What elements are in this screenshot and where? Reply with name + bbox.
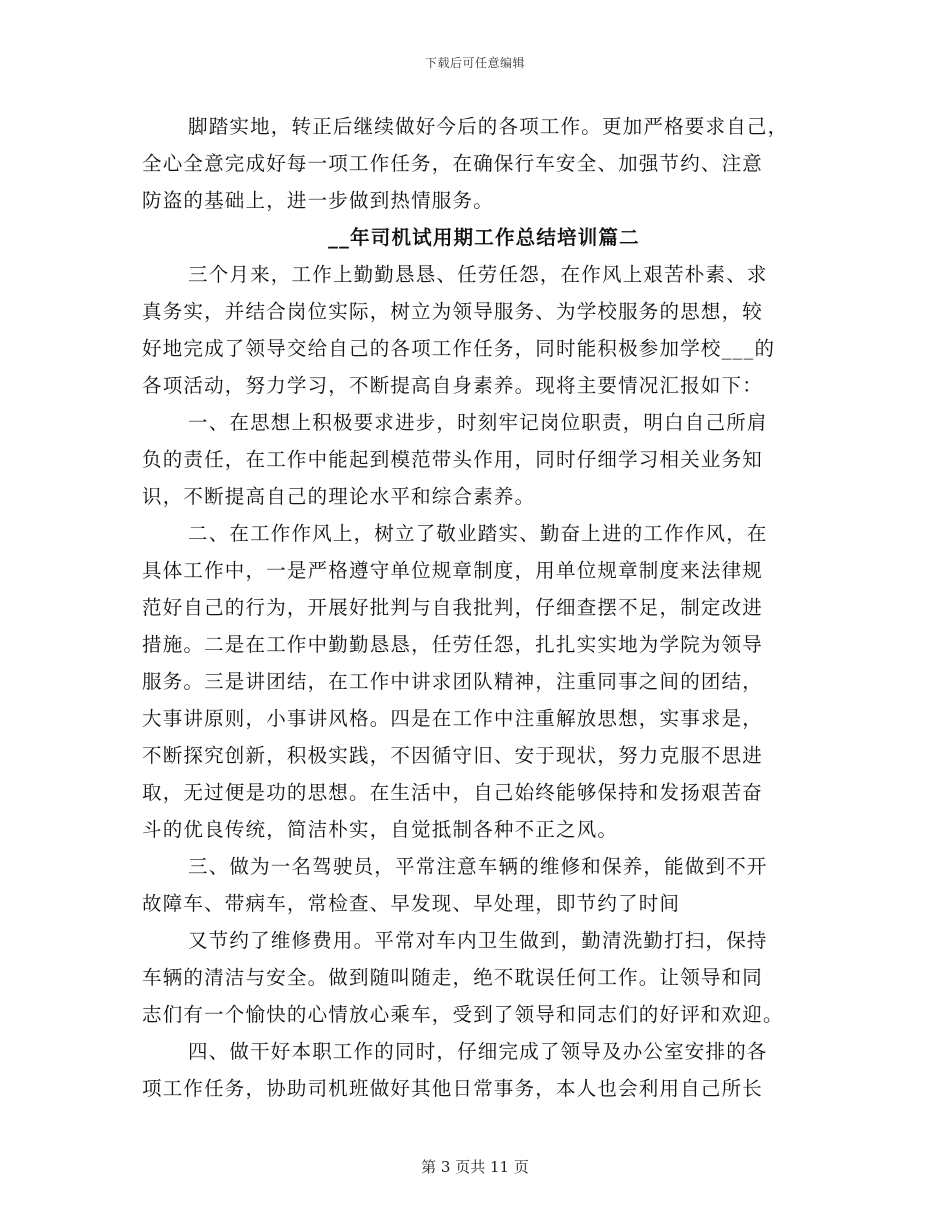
text-line: 三个月来，工作上勤勤恳恳、任劳任怨，在作风上艰苦朴素、求: [188, 263, 768, 286]
text-line: 大事讲原则，小事讲风格。四是在工作中注重解放思想，实事求是，: [142, 707, 764, 730]
text-line: 又节约了维修费用。平常对车内卫生做到，勤清洗勤打扫，保持: [188, 929, 768, 952]
section-heading: __年司机试用期工作总结培训篇二: [328, 226, 640, 249]
text-line: 真务实，并结合岗位实际，树立为领导服务、为学校服务的思想，较: [142, 300, 764, 323]
text-line: 措施。二是在工作中勤勤恳恳，任劳任怨，扎扎实实地为学院为领导: [142, 633, 764, 656]
header-note: 下载后可任意编辑: [424, 56, 525, 70]
text-line: 取，无过便是功的思想。在生活中，自己始终能够保持和发扬艰苦奋: [142, 781, 764, 804]
text-line: 识，不断提高自己的理论水平和综合素养。: [142, 485, 536, 508]
text-line: 好地完成了领导交给自己的各项工作任务，同时能积极参加学校___的: [142, 337, 776, 360]
text-line: 斗的优良传统，简洁朴实，自觉抵制各种不正之风。: [142, 818, 619, 841]
text-line: 防盗的基础上，进一步做到热情服务。: [142, 189, 494, 212]
text-line: 四、做干好本职工作的同时，仔细完成了领导及办公室安排的各: [188, 1040, 768, 1063]
text-line: 范好自己的行为，开展好批判与自我批判，仔细查摆不足，制定改进: [142, 596, 764, 619]
paragraph-block-before: [142, 108, 806, 219]
text-line: 不断探究创新，积极实践，不因循守旧、安于现状，努力克服不思进: [142, 744, 764, 767]
text-line: 三、做为一名驾驶员，平常注意车辆的维修和保养，能做到不开: [188, 855, 768, 878]
text-line: 项工作任务，协助司机班做好其他日常事务，本人也会利用自己所长: [142, 1077, 764, 1100]
body-text: [142, 108, 806, 1107]
text-line: 二、在工作作风上，树立了敬业踏实、勤奋上进的工作作风，在: [188, 522, 768, 545]
text-line: 全心全意完成好每一项工作任务，在确保行车安全、加强节约、注意: [142, 152, 764, 175]
text-line: 车辆的清洁与安全。做到随叫随走，绝不耽误任何工作。让领导和同: [142, 966, 764, 989]
text-line: 故障车、带病车，常检查、早发现、早处理，即节约了时间: [142, 892, 681, 915]
text-line: 负的责任，在工作中能起到模范带头作用，同时仔细学习相关业务知: [142, 448, 764, 471]
text-line: 一、在思想上积极要求进步，时刻牢记岗位职责，明白自己所肩: [188, 411, 768, 434]
text-line: 脚踏实地，转正后继续做好今后的各项工作。更加严格要求自己，: [188, 115, 789, 138]
paragraph-block-after: [142, 256, 806, 1107]
text-line: 服务。三是讲团结，在工作中讲求团队精神，注重同事之间的团结，: [142, 670, 764, 693]
page-footer: 第 3 页共 11 页: [421, 1158, 529, 1176]
text-line: 志们有一个愉快的心情放心乘车，受到了领导和同志们的好评和欢迎。: [142, 1003, 784, 1026]
text-line: 各项活动，努力学习，不断提高自身素养。现将主要情况汇报如下：: [142, 374, 764, 397]
text-line: 具体工作中，一是严格遵守单位规章制度，用单位规章制度来法律规: [142, 559, 764, 582]
